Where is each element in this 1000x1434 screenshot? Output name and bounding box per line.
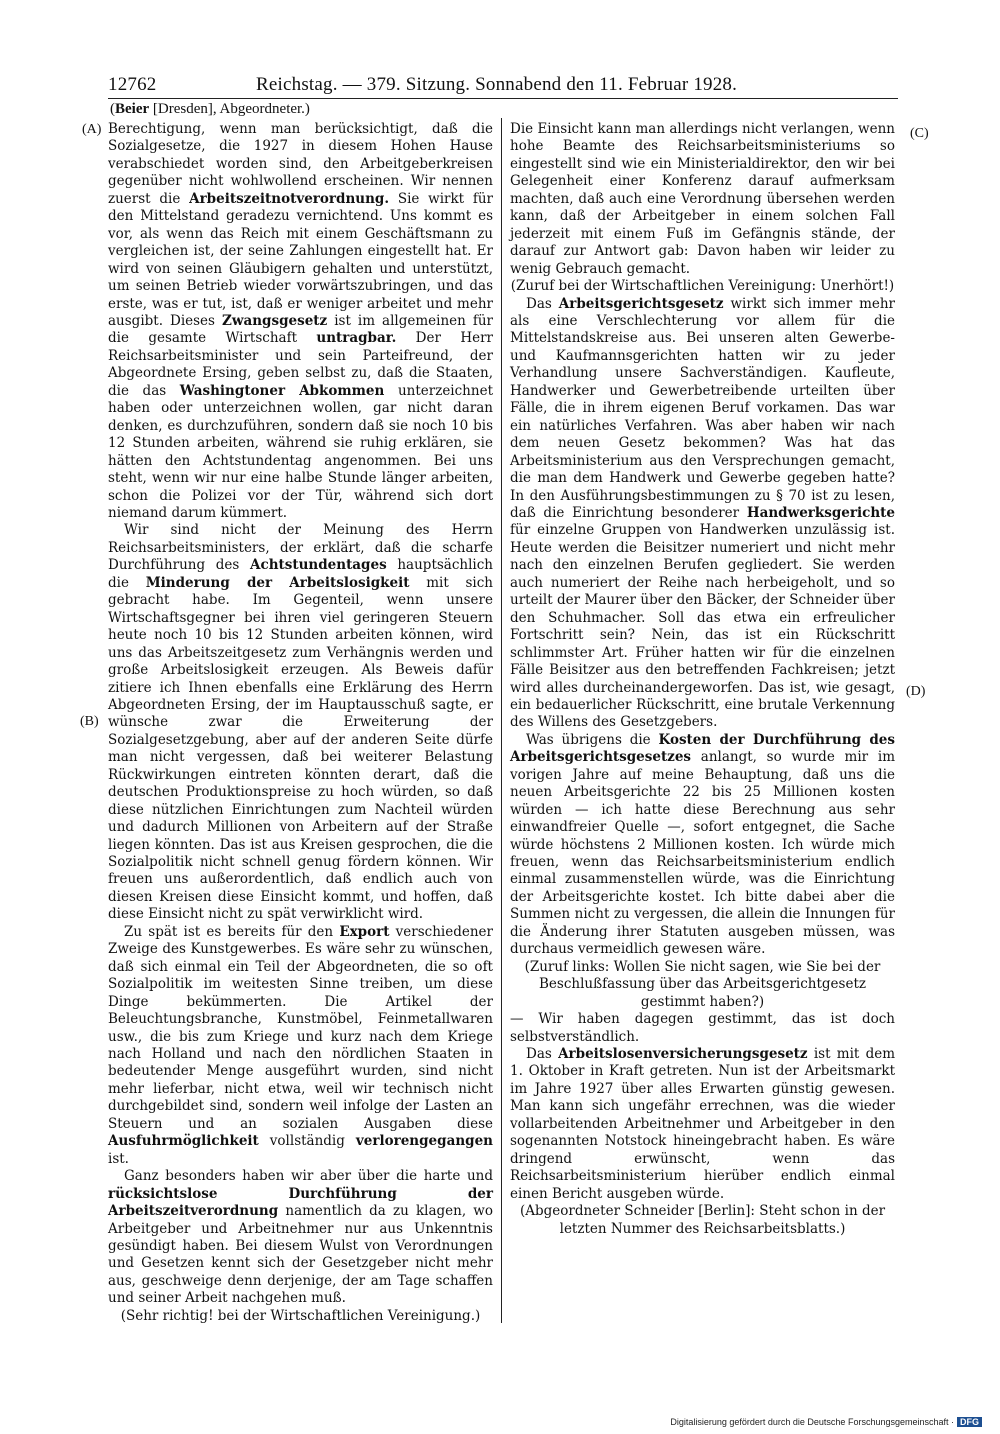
emphasis: Arbeitszeitnotverordnung.	[189, 190, 390, 207]
speaker-name: Beier	[115, 101, 150, 117]
interjection: (Sehr richtig! bei der Wirtschaftlichen Vereinigung.)	[120, 1307, 481, 1324]
interjection: (Zuruf links: Wollen Sie nicht sagen, wie Sie bei der Beschlußfassung über das Arbeitsgerichtgesetz gestimmt haben?)	[524, 958, 881, 1010]
text-run: Das	[526, 1046, 559, 1063]
paragraph	[510, 1046, 895, 1203]
interjection: (Abgeordneter Schneider [Berlin]: Steht schon in der letzten Nummer des Reichsarbeitsblatts.)	[519, 1203, 886, 1237]
running-title: Reichstag. — 379. Sitzung. Sonnabend den 11. Februar 1928.	[256, 74, 738, 95]
margin-mark-a: (A)	[82, 122, 102, 137]
paragraph	[108, 121, 493, 522]
emphasis: Handwerksgerichte	[746, 504, 895, 521]
paragraph	[510, 296, 895, 732]
text-run: Ganz besonders haben wir aber über die harte und	[124, 1168, 493, 1185]
text-run: mit sich gebracht habe. Im Gegenteil, wenn unsere Wirtschaftsgegner bei ihren viel geringeren Steuern heute noch 10 bis 12 Stunden arbeiten können, wird uns das Arbeitszeitgesetz zum Verhängnis werden und große Arbeitslosigkeit erzeugen. Als Beweis dafür zitiere ich Ihnen ebenfalls eine Erklärung des Herrn Abgeordneten Ersing, der im Hauptausschuß sagte, er wünsche zwar die Erweiterung der Sozialgesetzgebung, aber auf der anderen Seite dürfe man nicht vergessen, daß bei weiterer Belastung Rückwirkungen eintreten könnten derart, daß die deutschen Produktionspreise zu hoch würden, so daß diese nützlichen Einrichtungen zum Nachteil würden und dadurch Millionen von Arbeitern auf der Straße liegen könnten. Das ist aus Kreisen gesprochen, die die Sozialpolitik nicht schnell genug fördern können. Wir freuen uns außerordentlich, daß endlich auch von diesen Kreisen diese Einsicht kommt, und hoffen, daß diese Einsicht nicht zu spät verwirklicht wird.	[108, 574, 493, 923]
speaker-details: [Dresden], Abgeordneter.)	[152, 101, 310, 117]
emphasis: Ausfuhrmöglichkeit	[108, 1133, 259, 1150]
page-header	[108, 74, 900, 98]
text-run: Sie wirkt für den Mittelstand geradezu vernichtend. Uns kommt es vor, als wenn das Reich mit einem Geschäftsmann zu vergleichen ist, der seine Zahlungen eingestellt hat. Er wird von seinen Gläubigern gehalten und unterstützt, um seinen Betrieb wieder vorwärtszubringen, und das erste, was er tut, ist, daß er weniger arbeitet und mehr ausgibt. Dieses	[108, 190, 493, 329]
text-run: verschiedener Zweige des Kunstgewerbes. Es wäre sehr zu wünschen, daß sich einmal ein Teil der Abgeordneten, die so oft Sozialpolitik im weitesten Sinne treiben, um diese Dinge bekümmerten. Die Artikel der Beleuchtungsbranche, Kunstmöbel, Feinmetallwaren usw., die bis zum Kriege und kurz nach dem Kriege nach Holland und nach den nördlichen Staaten in bedeutender Menge ausgeführt wurden, sind nicht mehr lieferbar, nicht etwa, weil wir technisch nicht durchgebildet sind, sondern weil infolge der Lasten an Steuern und an sozialen Ausgaben diese	[108, 923, 493, 1132]
left-column	[108, 121, 493, 1325]
text-run: ist mit dem 1. Oktober in Kraft getreten. Nun ist der Arbeitsmarkt im Jahre 1927 über alles Erwarten günstig gewesen. Man kann sich ungefähr errechnen, was die wieder vollarbeitenden Arbeitnehmer und Arbeitgeber in den sogenannten Notstock hineingebracht haben. Es wäre dringend erwünscht, wenn das Reichsarbeitsministerium hierüber endlich einmal einen Bericht ausgeben würde.	[510, 1046, 895, 1202]
text-run: namentlich da zu klagen, wo Arbeitgeber und Arbeitnehmer nur aus Unkenntnis gesündigt haben. Bei diesem Wulst von Verordnungen und Gesetzen kennt sich der Gesetzgeber nicht mehr aus, geschweige denn derjenige, der am Tage schaffen und seiner Arbeit nachgehen muß.	[108, 1203, 493, 1307]
interjection: (Zuruf bei der Wirtschaftlichen Vereinigung: Unerhört!)	[510, 278, 895, 295]
paragraph	[510, 732, 895, 959]
text-run: Der Herr Reichsarbeitsminister und sein Parteifreund, der Abgeordnete Ersing, geben selbst zu, daß die Staaten, die das	[108, 330, 493, 399]
header-rule	[108, 98, 898, 99]
text-run: wirkt sich immer mehr als eine Verschlechterung vor allem für die Mittelstandskreise aus. Bei unseren alten Gewerbe- und Kaufmannsgerichten hatten wir zu jeder Verhandlung unsere Sachverständigen. Kaufleute, Handwerker und Gewerbetreibende urteilten über Fälle, die in ihrem eigenen Beruf vorkamen. Das war ein natürliches Verfahren. Was aber haben wir nach dem neuen Gesetz bekommen? Was hat das Arbeitsministerium aus den Versprechungen gemacht, die man dem Handwerk und Gewerbe gegeben hatte? In den Ausführungsbestimmungen zu § 70 ist zu lesen, daß die Einrichtung besonderer	[510, 295, 896, 521]
text-run: Das	[526, 295, 559, 312]
dfg-logo: DFG	[957, 1417, 982, 1427]
emphasis: Arbeitslosenversicherungsgesetz	[558, 1046, 808, 1063]
text-run: vollständig	[258, 1133, 356, 1150]
emphasis: Achtstundentages	[250, 557, 387, 574]
emphasis: Minderung der Arbeitslosigkeit	[145, 574, 410, 591]
speaker-line: (Beier [Dresden], Abgeordneter.)	[110, 101, 310, 117]
text-run: Was übrigens die	[526, 731, 659, 748]
paragraph	[108, 522, 493, 923]
margin-mark-c: (C)	[910, 126, 929, 141]
emphasis: Export	[339, 923, 390, 940]
column-divider	[501, 118, 502, 1323]
text-run: Berechtigung, wenn man berücksichtigt, daß die Sozialgesetze, die 1927 in diesem Hohen Hause verabschiedet worden sind, den Arbeitgeberkreisen gegenüber nicht wohlwollend erscheinen. Wir nennen zuerst die	[108, 121, 493, 207]
text-run: ist im allgemeinen für die gesamte Wirtschaft	[108, 312, 493, 347]
page-number: 12762	[108, 74, 157, 95]
emphasis: Arbeitsgerichtsgesetz	[558, 295, 724, 312]
emphasis: untragbar.	[316, 330, 397, 347]
text-run: für einzelne Gruppen von Handwerken unzulässig ist. Heute werden die Beisitzer numeriert und nicht mehr nach den einzelnen Berufen gegliedert. Sie werden auch numeriert der Reihe nach herbeigeholt, und so urteilt der Maurer über den Bäcker, der Schneider über den Schuhmacher. Soll das etwa ein erfreulicher Fortschritt sein? Nein, das ist ein Rückschritt schlimmster Art. Früher hatten wir für die einzelnen Fälle Beisitzer aus den betreffenden Fachkreisen; jetzt wird alles durcheinandergeworfen. Das ist, wie gesagt, ein bedauerlicher Rückschritt, eine brutale Verkennung des Willens des Gesetzgebers.	[510, 522, 895, 731]
emphasis: Zwangsgesetz	[222, 312, 328, 329]
text-run: unterzeichnet haben oder unterzeichnen wollen, gar nicht daran denken, es durchzuführen, sondern daß sie noch 10 bis 12 Stunden arbeiten, während sie ruhig erklären, sie hätten den Achtstundentag angenommen. Bei uns steht, wenn wir nur eine halbe Stunde länger arbeiten, schon die Polizei vor der Tür, während sich dort niemand darum kümmert.	[108, 382, 493, 521]
margin-mark-d: (D)	[906, 684, 926, 699]
emphasis: rücksichtslose Durchführung der Arbeitszeitverordnung	[108, 1185, 493, 1220]
emphasis: Kosten der Durchführung des Arbeitsgerichtsgesetzes	[510, 731, 895, 766]
emphasis: Washingtoner Abkommen	[179, 382, 385, 399]
text-run: ist.	[108, 1150, 129, 1167]
text-run: Wir sind nicht der Meinung des Herrn Reichsarbeitsministers, der erklärt, daß die scharfe Durchführung des	[108, 522, 493, 574]
paragraph	[108, 1168, 493, 1308]
paragraph	[108, 924, 493, 1168]
right-column	[510, 121, 895, 1238]
paragraph: — Wir haben dagegen gestimmt, das ist doch selbstverständlich.	[510, 1011, 895, 1045]
text-run: hauptsächlich die	[108, 557, 493, 591]
text-run: Zu spät ist es bereits für den	[124, 923, 340, 940]
paragraph: Die Einsicht kann man allerdings nicht verlangen, wenn hohe Beamte des Reichsarbeitsministeriums so eingestellt sind wie ein Ministerialdirektor, den wir bei Gelegenheit einer Konferenz darauf aufmerksam machten, daß auch eine Verordnung übersehen werden kann, daß der Arbeitgeber in einem solchen Fall jederzeit mit einem Fuß im Gefängnis stände, der darauf zur Antwort gab: Davon haben wir leider zu wenig Gebrauch gemacht.	[510, 121, 895, 277]
footer-credit	[670, 1417, 982, 1427]
margin-mark-b: (B)	[80, 714, 99, 729]
footer-text: Digitalisierung gefördert durch die Deutsche Forschungsgemeinschaft ·	[670, 1417, 954, 1427]
text-run: anlangt, so wurde mir im vorigen Jahre auf meine Behauptung, daß uns die neuen Arbeitsgerichte 22 bis 25 Millionen kosten würden — ich hatte diese Berechnung aus sehr einwandfreier Quelle —, sofort entgegnet, die Sache würde höchstens 2 Millionen kosten. Ich würde mich freuen, wenn das Reichsarbeitsministerium endlich einmal zusammenstellen würde, was die Einrichtung der Arbeitsgerichte kostet. Ich bitte dabei aber die Summen nicht zu vergessen, die allein die Innungen für die Änderung ihrer Statuten ausgeben müssen, was durchaus vermeidlich gewesen wäre.	[510, 749, 895, 958]
emphasis: verlorengegangen	[355, 1133, 493, 1150]
